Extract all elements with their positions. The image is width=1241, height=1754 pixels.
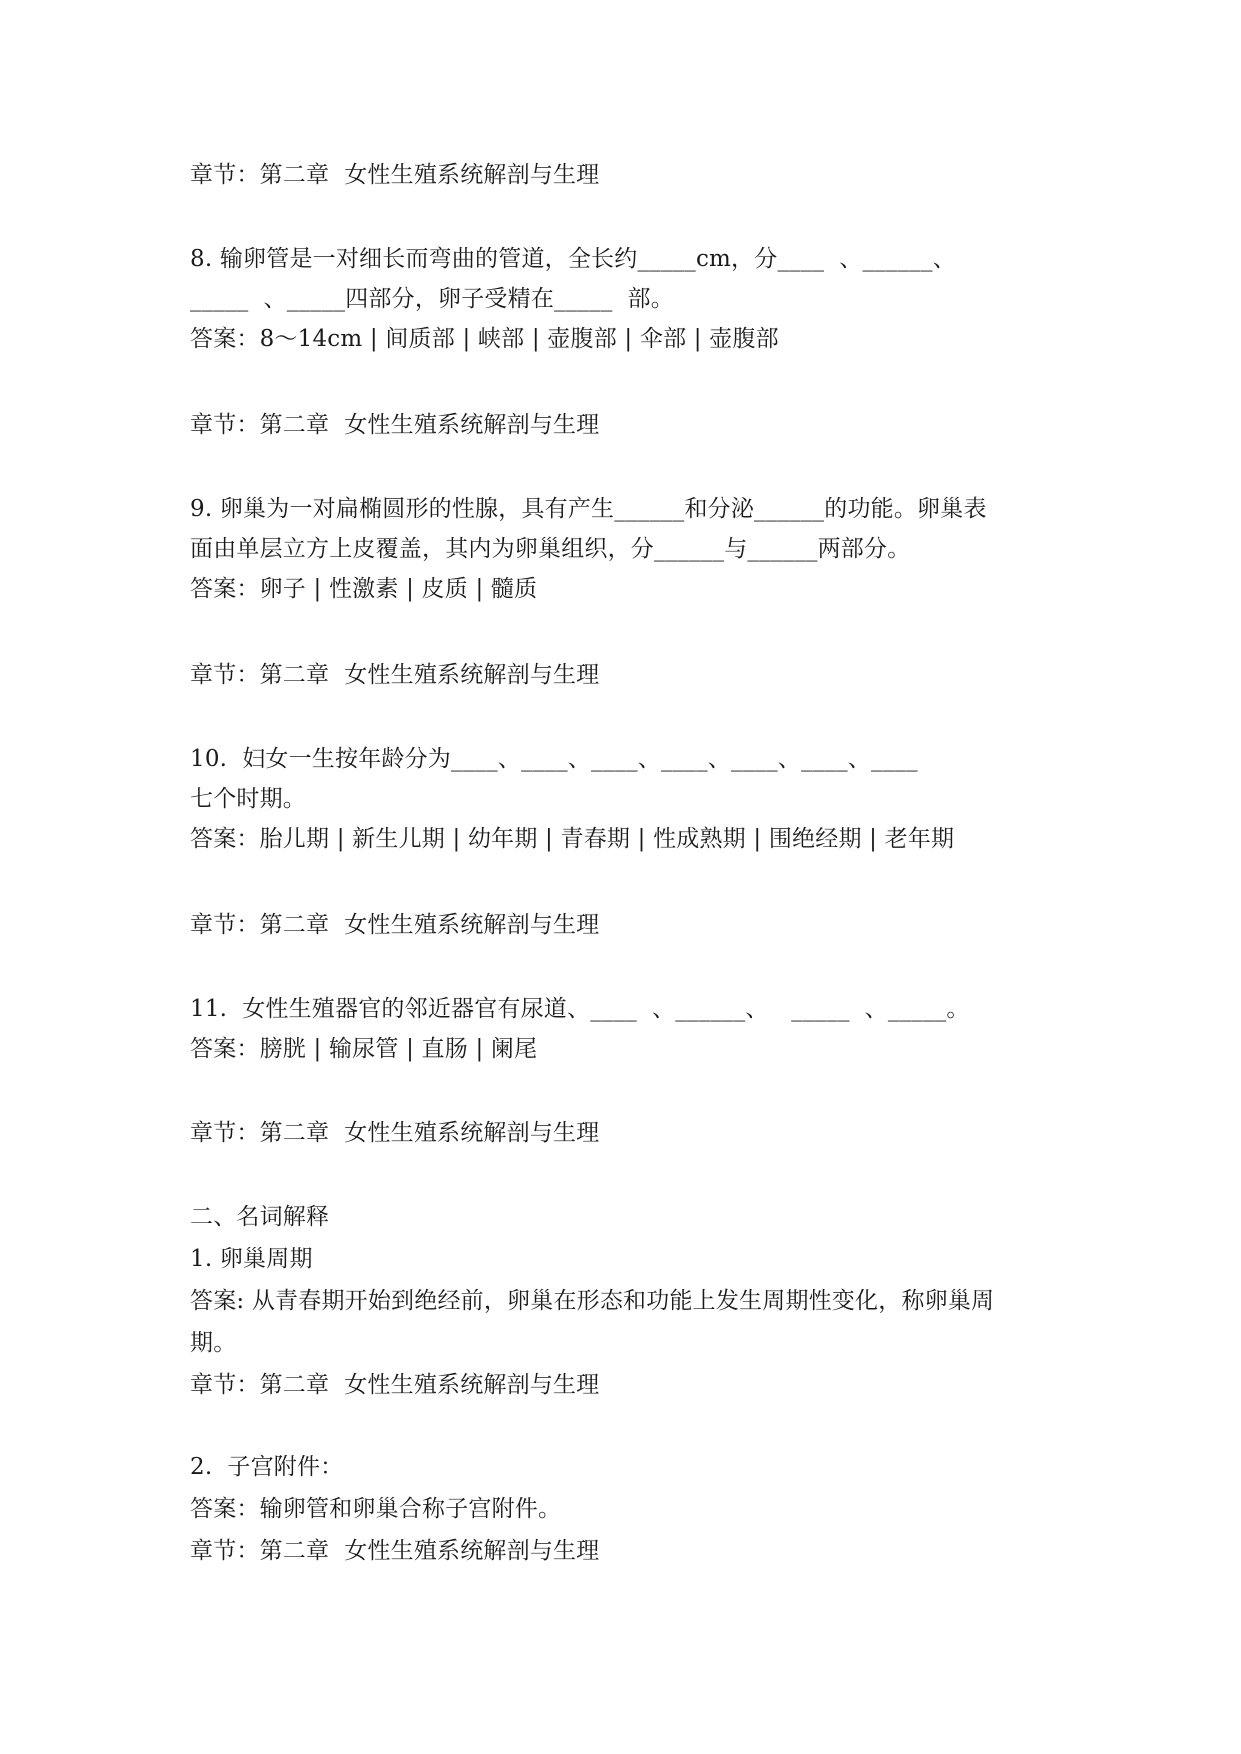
answer-10: 答案：胎儿期 | 新生儿期 | 幼年期 | 青春期 | 性成熟期 | 围绝经期 | 老年期 [190,826,955,852]
question-9-line-1: 9. 卵巢为一对扁椭圆形的性腺，具有产生______和分泌______的功能。卵巢表 [190,496,987,522]
question-11: 11. 女性生殖器官的邻近器官有尿道、____ 、______、 _____ 、_____。 [190,996,970,1022]
question-8-line-1: 8. 输卵管是一对细长而弯曲的管道，全长约_____cm，分____ 、______、 [190,246,956,272]
answer-11: 答案：膀胱 | 输尿管 | 直肠 | 阑尾 [190,1036,538,1062]
section-heading: 二、名词解释 [190,1204,330,1230]
chapter-label: 章节：第二章 女性生殖系统解剖与生理 [190,162,600,188]
chapter-label: 章节：第二章 女性生殖系统解剖与生理 [190,1372,600,1398]
chapter-label: 章节：第二章 女性生殖系统解剖与生理 [190,912,600,938]
answer-term-1-line-1: 答案: 从青春期开始到绝经前，卵巢在形态和功能上发生周期性变化，称卵巢周 [190,1288,995,1314]
chapter-label: 章节：第二章 女性生殖系统解剖与生理 [190,1538,600,1564]
answer-9: 答案：卵子 | 性激素 | 皮质 | 髓质 [190,576,538,602]
question-10-line-2: 七个时期。 [190,786,306,812]
term-1: 1. 卵巢周期 [190,1246,313,1272]
answer-term-2: 答案：输卵管和卵巢合称子宫附件。 [190,1496,562,1522]
answer-8: 答案：8～14cm | 间质部 | 峡部 | 壶腹部 | 伞部 | 壶腹部 [190,326,779,352]
chapter-label: 章节：第二章 女性生殖系统解剖与生理 [190,662,600,688]
question-10-line-1: 10. 妇女一生按年龄分为____、____、____、____、____、____、____ [190,746,918,772]
question-9-line-2: 面由单层立方上皮覆盖，其内为卵巢组织，分______与______两部分。 [190,536,911,562]
chapter-label: 章节：第二章 女性生殖系统解剖与生理 [190,412,600,438]
chapter-label: 章节：第二章 女性生殖系统解剖与生理 [190,1120,600,1146]
question-8-line-2: _____ 、_____四部分，卵子受精在_____ 部。 [190,286,674,312]
answer-term-1-line-2: 期。 [190,1330,237,1356]
term-2: 2. 子宫附件： [190,1454,344,1480]
